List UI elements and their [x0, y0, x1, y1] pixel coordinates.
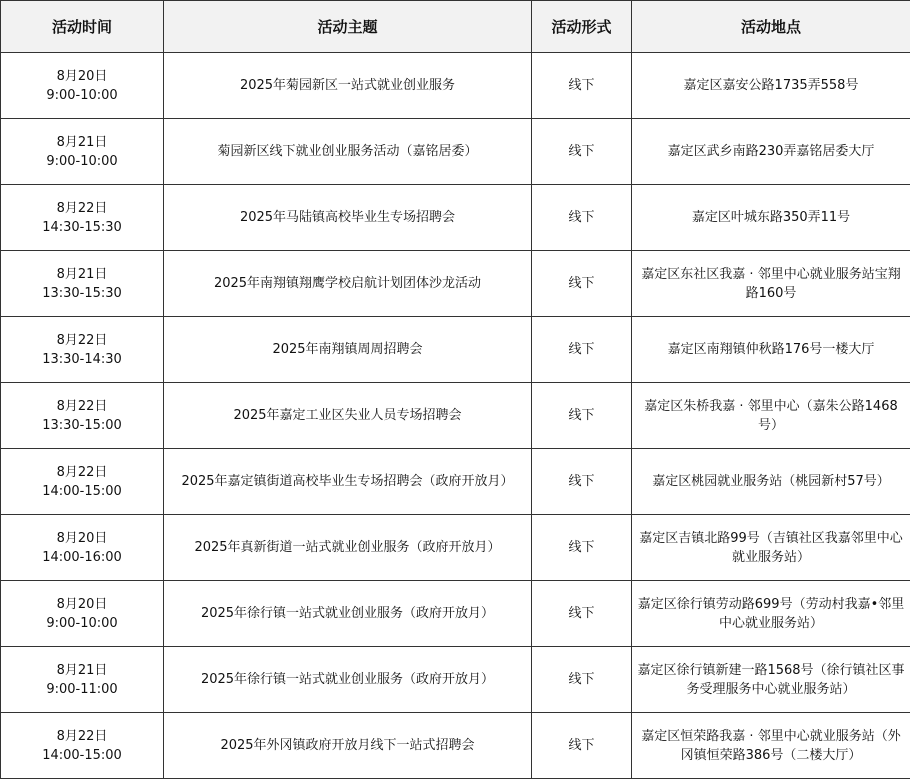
- theme-cell: 2025年外冈镇政府开放月线下一站式招聘会: [164, 713, 532, 779]
- date-text: 8月22日: [56, 200, 108, 216]
- theme-cell: 2025年南翔镇周周招聘会: [164, 317, 532, 383]
- form-cell: 线下: [532, 647, 632, 713]
- time-text: 9:00-11:00: [46, 681, 118, 697]
- date-text: 8月22日: [56, 464, 108, 480]
- location-cell: 嘉定区徐行镇新建一路1568号（徐行镇社区事务受理服务中心就业服务站）: [632, 647, 910, 713]
- location-cell: 嘉定区恒荣路我嘉 · 邻里中心就业服务站（外冈镇恒荣路386号（二楼大厅）: [632, 713, 910, 779]
- date-text: 8月21日: [56, 134, 108, 150]
- time-cell: [1, 251, 164, 317]
- theme-cell: 菊园新区线下就业创业服务活动（嘉铭居委）: [164, 119, 532, 185]
- form-cell: 线下: [532, 581, 632, 647]
- time-text: 14:00-15:00: [42, 483, 122, 499]
- time-cell: [1, 119, 164, 185]
- date-text: 8月22日: [56, 332, 108, 348]
- date-text: 8月21日: [56, 662, 108, 678]
- table-row: [1, 317, 910, 383]
- time-text: 14:00-15:00: [42, 747, 122, 763]
- date-text: 8月22日: [56, 728, 108, 744]
- theme-cell: 2025年徐行镇一站式就业创业服务（政府开放月）: [164, 647, 532, 713]
- header-form: 活动形式: [532, 1, 632, 53]
- location-cell: 嘉定区武乡南路230弄嘉铭居委大厅: [632, 119, 910, 185]
- theme-cell: 2025年嘉定工业区失业人员专场招聘会: [164, 383, 532, 449]
- table-row: [1, 449, 910, 515]
- form-cell: 线下: [532, 251, 632, 317]
- time-cell: [1, 515, 164, 581]
- time-cell: [1, 317, 164, 383]
- form-cell: 线下: [532, 53, 632, 119]
- date-text: 8月22日: [56, 398, 108, 414]
- location-cell: 嘉定区徐行镇劳动路699号（劳动村我嘉•邻里中心就业服务站）: [632, 581, 910, 647]
- table-body: [1, 53, 910, 779]
- time-cell: [1, 185, 164, 251]
- location-cell: 嘉定区南翔镇仲秋路176号一楼大厅: [632, 317, 910, 383]
- form-cell: 线下: [532, 185, 632, 251]
- form-cell: 线下: [532, 713, 632, 779]
- date-text: 8月20日: [56, 68, 108, 84]
- time-text: 14:00-16:00: [42, 549, 122, 565]
- date-text: 8月20日: [56, 596, 108, 612]
- theme-cell: 2025年南翔镇翔鹰学校启航计划团体沙龙活动: [164, 251, 532, 317]
- time-text: 9:00-10:00: [46, 87, 118, 103]
- time-cell: [1, 53, 164, 119]
- time-text: 9:00-10:00: [46, 615, 118, 631]
- location-cell: 嘉定区叶城东路350弄11号: [632, 185, 910, 251]
- table-row: [1, 713, 910, 779]
- theme-cell: 2025年真新街道一站式就业创业服务（政府开放月）: [164, 515, 532, 581]
- form-cell: 线下: [532, 515, 632, 581]
- location-cell: 嘉定区朱桥我嘉 · 邻里中心（嘉朱公路1468号）: [632, 383, 910, 449]
- theme-cell: 2025年马陆镇高校毕业生专场招聘会: [164, 185, 532, 251]
- header-location: 活动地点: [632, 1, 910, 53]
- time-text: 14:30-15:30: [42, 219, 122, 235]
- location-cell: 嘉定区吉镇北路99号（吉镇社区我嘉邻里中心就业服务站）: [632, 515, 910, 581]
- time-cell: [1, 713, 164, 779]
- form-cell: 线下: [532, 317, 632, 383]
- header-time: 活动时间: [1, 1, 164, 53]
- time-text: 13:30-14:30: [42, 351, 122, 367]
- table-row: [1, 53, 910, 119]
- location-cell: 嘉定区桃园就业服务站（桃园新村57号）: [632, 449, 910, 515]
- table-row: [1, 185, 910, 251]
- table-row: [1, 251, 910, 317]
- table-row: [1, 383, 910, 449]
- form-cell: 线下: [532, 383, 632, 449]
- time-text: 13:30-15:30: [42, 285, 122, 301]
- table-row: [1, 515, 910, 581]
- date-text: 8月20日: [56, 530, 108, 546]
- time-cell: [1, 383, 164, 449]
- theme-cell: 2025年菊园新区一站式就业创业服务: [164, 53, 532, 119]
- header-row: [1, 1, 910, 53]
- table-row: [1, 647, 910, 713]
- date-text: 8月21日: [56, 266, 108, 282]
- table-row: [1, 119, 910, 185]
- time-cell: [1, 647, 164, 713]
- header-theme: 活动主题: [164, 1, 532, 53]
- form-cell: 线下: [532, 119, 632, 185]
- time-cell: [1, 581, 164, 647]
- location-cell: 嘉定区嘉安公路1735弄558号: [632, 53, 910, 119]
- location-cell: 嘉定区东社区我嘉 · 邻里中心就业服务站宝翔路160号: [632, 251, 910, 317]
- form-cell: 线下: [532, 449, 632, 515]
- time-text: 13:30-15:00: [42, 417, 122, 433]
- table-row: [1, 581, 910, 647]
- time-cell: [1, 449, 164, 515]
- theme-cell: 2025年徐行镇一站式就业创业服务（政府开放月）: [164, 581, 532, 647]
- theme-cell: 2025年嘉定镇街道高校毕业生专场招聘会（政府开放月）: [164, 449, 532, 515]
- time-text: 9:00-10:00: [46, 153, 118, 169]
